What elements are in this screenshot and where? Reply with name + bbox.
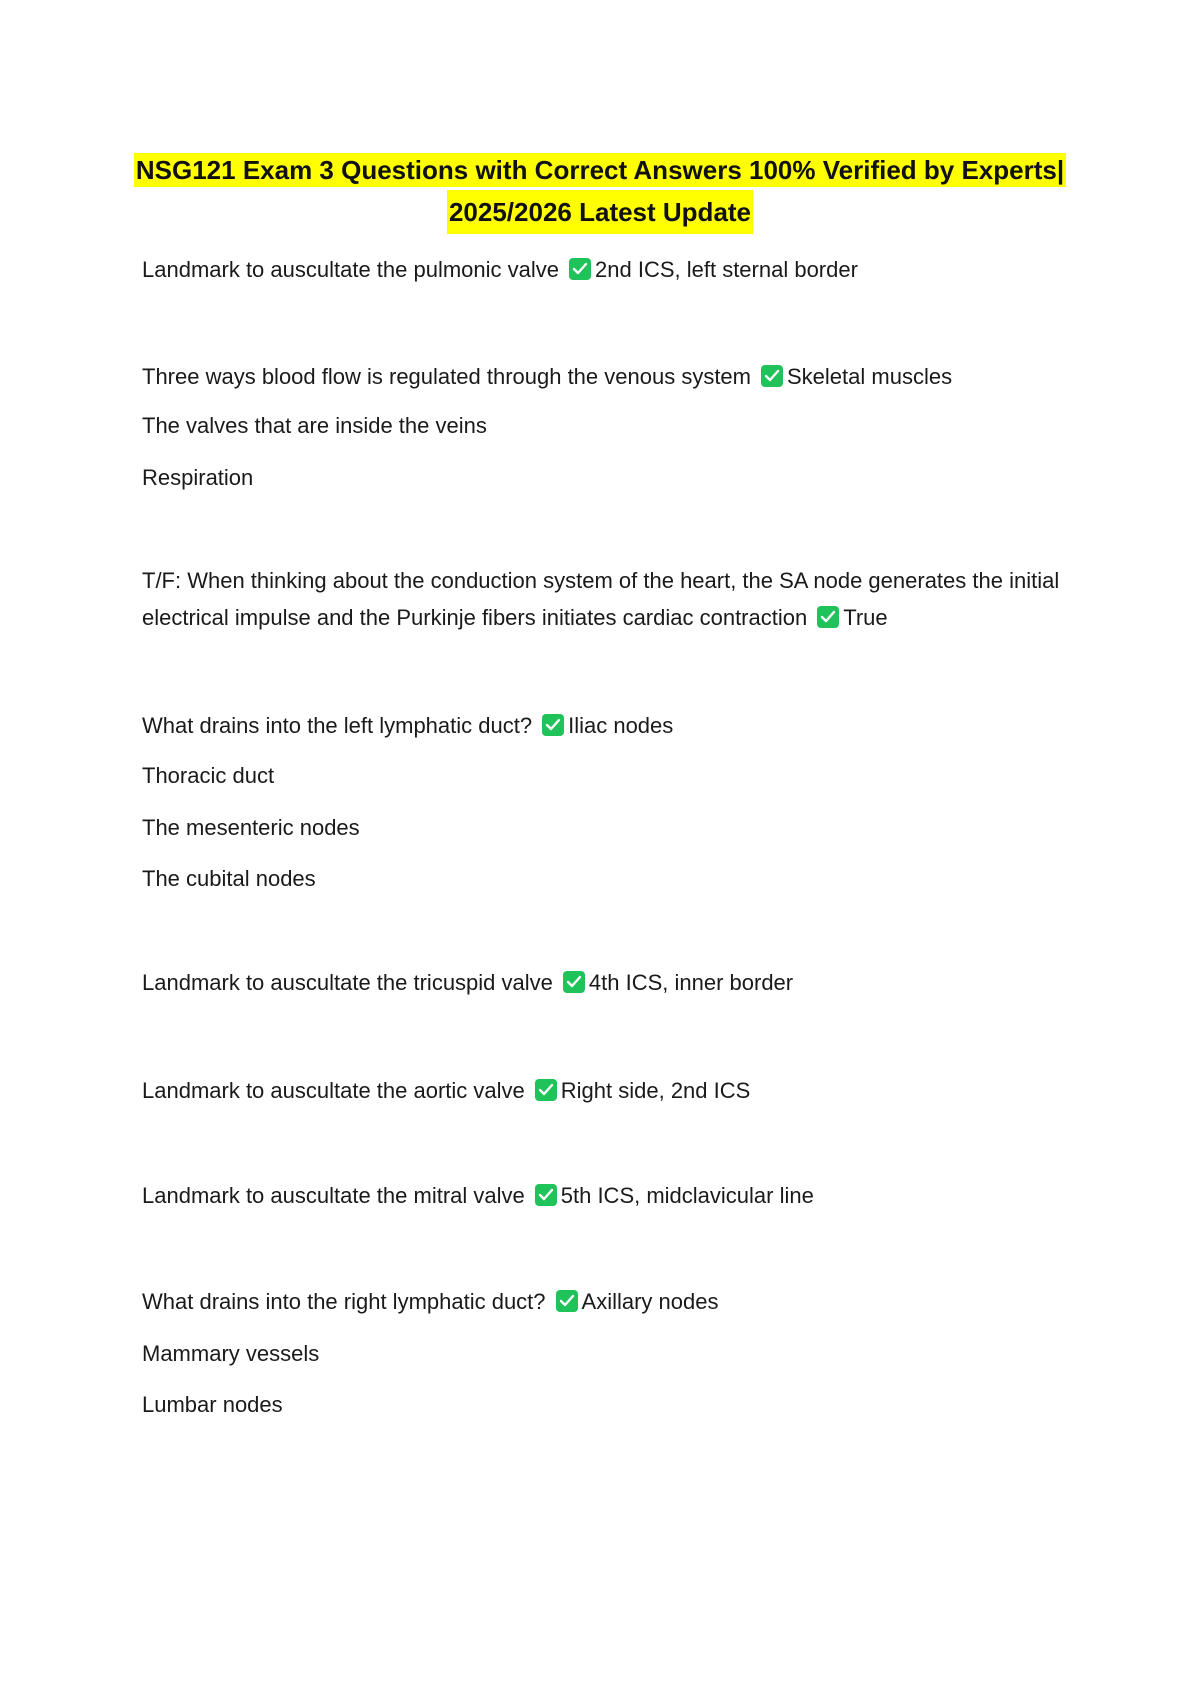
title-line-2: 2025/2026 Latest Update bbox=[447, 190, 753, 234]
answer-text: Axillary nodes bbox=[581, 1289, 719, 1314]
check-box-icon bbox=[569, 258, 591, 280]
question-text: Landmark to auscultate the pulmonic valve bbox=[142, 257, 560, 282]
answer-text: 5th ICS, midclavicular line bbox=[560, 1183, 814, 1208]
question-row bbox=[142, 1287, 718, 1317]
answer-text: 4th ICS, inner border bbox=[588, 970, 794, 995]
answer-text: True bbox=[843, 605, 888, 630]
check-box-icon bbox=[761, 365, 783, 387]
answer-text: Right side, 2nd ICS bbox=[560, 1078, 751, 1103]
answer-extra-line: Thoracic duct bbox=[142, 763, 275, 788]
question-row bbox=[142, 255, 858, 285]
check-box-icon bbox=[542, 714, 564, 736]
question-row bbox=[142, 603, 888, 633]
question-row bbox=[142, 362, 952, 392]
answer-extra-line: Lumbar nodes bbox=[142, 1392, 283, 1417]
answer-extra-line: The cubital nodes bbox=[142, 866, 316, 891]
title-line-1: NSG121 Exam 3 Questions with Correct Answers 100% Verified by Experts| bbox=[135, 155, 1065, 185]
question-row bbox=[142, 1076, 750, 1106]
question-text: Landmark to auscultate the aortic valve bbox=[142, 1078, 525, 1103]
question-text: Landmark to auscultate the mitral valve bbox=[142, 1183, 525, 1208]
check-box-icon bbox=[535, 1079, 557, 1101]
answer-text: Skeletal muscles bbox=[787, 364, 953, 389]
check-box-icon bbox=[817, 606, 839, 628]
answer-text: Iliac nodes bbox=[568, 713, 674, 738]
check-box-icon bbox=[563, 971, 585, 993]
question-text: Three ways blood flow is regulated through the venous system bbox=[142, 364, 751, 389]
answer-extra-line: Respiration bbox=[142, 465, 254, 490]
question-row bbox=[142, 968, 793, 998]
question-text: What drains into the right lymphatic duct? bbox=[142, 1289, 546, 1314]
question-text: What drains into the left lymphatic duct? bbox=[142, 713, 533, 738]
question-row bbox=[142, 1181, 814, 1211]
question-text: Landmark to auscultate the tricuspid valve bbox=[142, 970, 553, 995]
question-row bbox=[142, 711, 673, 741]
answer-extra-line: The valves that are inside the veins bbox=[142, 413, 487, 438]
answer-text: 2nd ICS, left sternal border bbox=[595, 257, 858, 282]
answer-extra-line: Mammary vessels bbox=[142, 1341, 320, 1366]
check-box-icon bbox=[535, 1184, 557, 1206]
check-box-icon bbox=[556, 1290, 578, 1312]
question-text-line-2: electrical impulse and the Purkinje fibers initiates cardiac contraction bbox=[142, 605, 808, 630]
document-title bbox=[100, 150, 1100, 234]
answer-extra-line: The mesenteric nodes bbox=[142, 815, 360, 840]
question-text-line-1: T/F: When thinking about the conduction system of the heart, the SA node generates the initial bbox=[142, 568, 1060, 593]
